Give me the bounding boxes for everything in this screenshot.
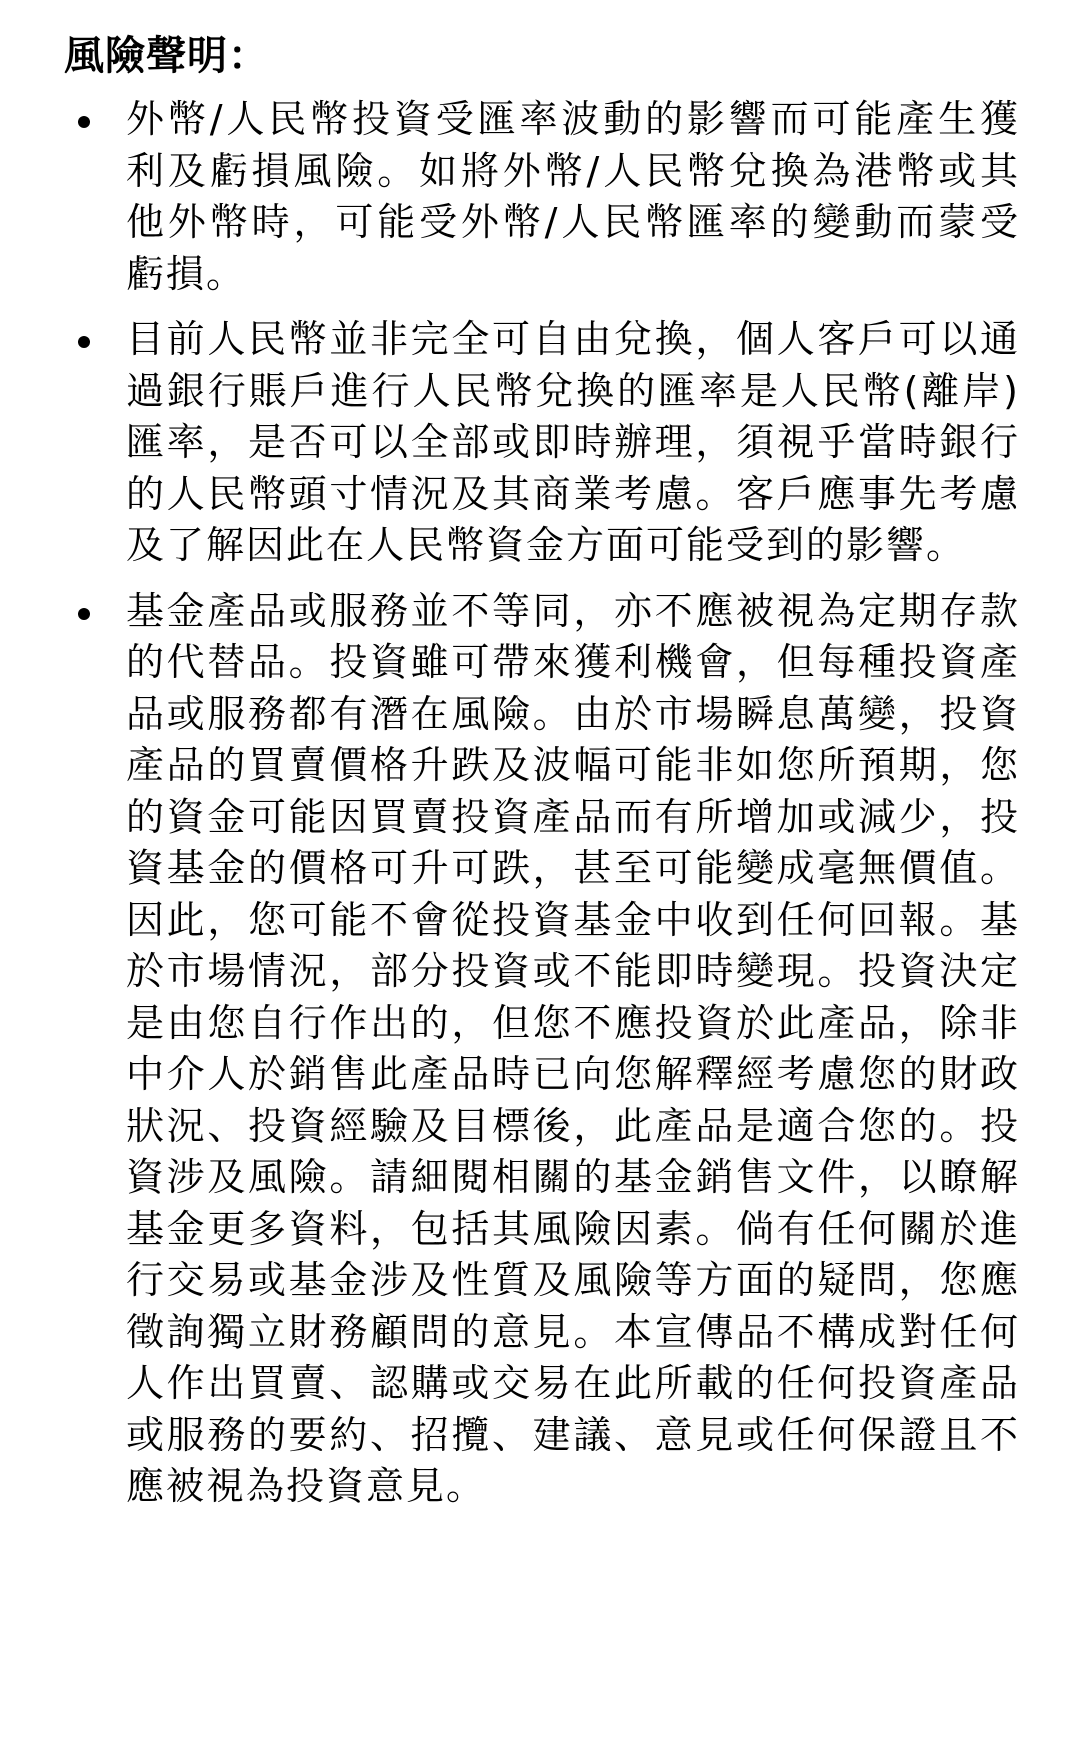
bullet-icon xyxy=(78,116,90,128)
bullet-icon xyxy=(78,608,90,620)
list-item xyxy=(64,586,1020,1513)
list-item xyxy=(64,94,1020,300)
disclosure-text: 目前人民幣並非完全可自由兌換，個人客戶可以通過銀行賬戶進行人民幣兌換的匯率是人民幣(離岸)匯率，是否可以全部或即時辦理，須視乎當時銀行的人民幣頭寸情況及其商業考慮。客戶應事先考慮及了解因此在人民幣資金方面可能受到的影響。 xyxy=(126,317,1020,567)
list-item xyxy=(64,314,1020,572)
disclosure-list xyxy=(64,94,1020,1513)
page-title: 風險聲明： xyxy=(64,33,269,79)
disclosure-text: 外幣/人民幣投資受匯率波動的影響而可能產生獲利及虧損風險。如將外幣/人民幣兌換為港幣或其他外幣時，可能受外幣/人民幣匯率的變動而蒙受虧損。 xyxy=(126,97,1020,296)
disclosure-text: 基金產品或服務並不等同，亦不應被視為定期存款的代替品。投資雖可帶來獲利機會，但每種投資產品或服務都有潛在風險。由於市場瞬息萬變，投資產品的買賣價格升跌及波幅可能非如您所預期，您的資金可能因買賣投資產品而有所增加或減少，投資基金的價格可升可跌，甚至可能變成毫無價值。因此，您可能不會從投資基金中收到任何回報。基於市場情況，部分投資或不能即時變現。投資決定是由您自行作出的，但您不應投資於此產品，除非中介人於銷售此產品時已向您解釋經考慮您的財政狀況、投資經驗及目標後，此產品是適合您的。投資涉及風險。請細閱相關的基金銷售文件，以瞭解基金更多資料，包括其風險因素。倘有任何關於進行交易或基金涉及性質及風險等方面的疑問，您應徵詢獨立財務顧問的意見。本宣傳品不構成對任何人作出買賣、認購或交易在此所載的任何投資產品或服務的要約、招攬、建議、意見或任何保證且不應被視為投資意見。 xyxy=(126,588,1020,1508)
bullet-icon xyxy=(78,336,90,348)
